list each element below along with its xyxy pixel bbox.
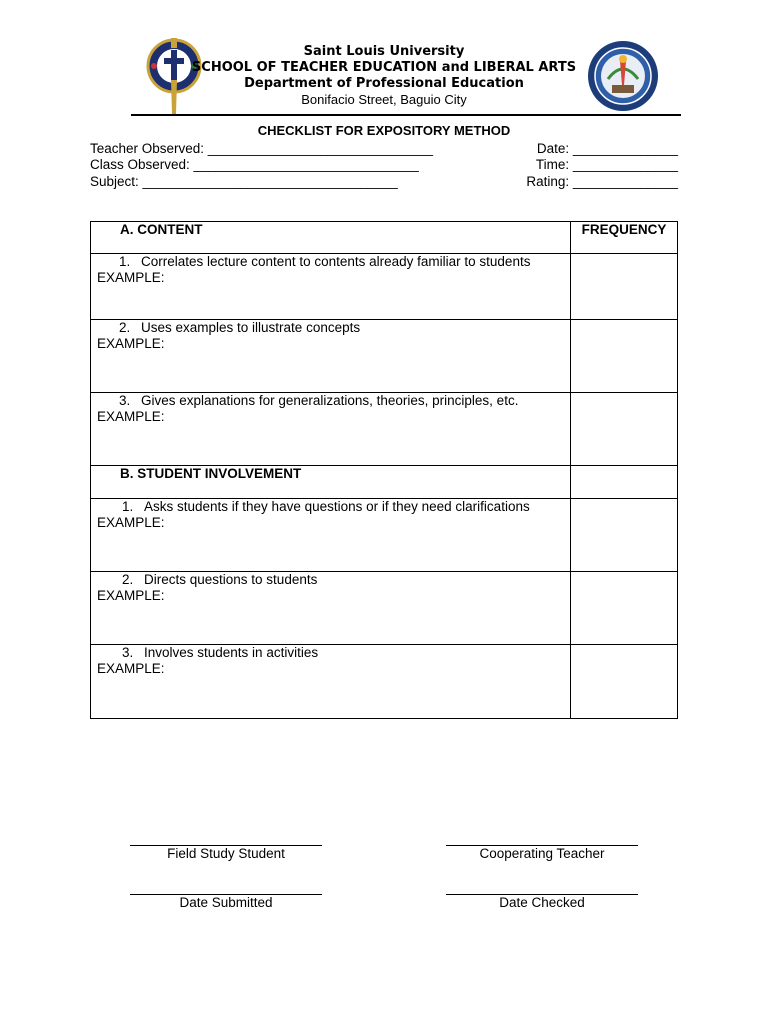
frequency-cell[interactable] xyxy=(571,254,678,320)
time-field: Time: ______________ xyxy=(535,157,678,172)
frequency-cell[interactable] xyxy=(571,645,678,719)
rating-field: Rating: ______________ xyxy=(526,174,678,189)
department-name: Department of Professional Education xyxy=(244,76,524,91)
item-text: Correlates lecture content to contents already familiar to students xyxy=(141,254,531,269)
frequency-cell[interactable] xyxy=(571,499,678,572)
item-text: Gives explanations for generalizations, theories, principles, etc. xyxy=(141,393,519,408)
frequency-cell[interactable] xyxy=(571,466,678,499)
item-number: 3. xyxy=(122,645,134,660)
item-number: 1. xyxy=(119,254,131,269)
date-submitted-label: Date Submitted xyxy=(179,895,273,910)
date-checked-label: Date Checked xyxy=(499,895,585,910)
item-number: 1. xyxy=(122,499,134,514)
frequency-cell[interactable] xyxy=(571,572,678,645)
item-text: Uses examples to illustrate concepts xyxy=(141,320,361,335)
address: Bonifacio Street, Baguio City xyxy=(301,92,467,107)
university-name: Saint Louis University xyxy=(303,44,465,59)
item-number: 3. xyxy=(119,393,131,408)
section-heading: A. CONTENT xyxy=(120,222,203,237)
section-header-row xyxy=(91,466,678,499)
example-label: EXAMPLE: xyxy=(97,661,165,676)
date-field: Date: ______________ xyxy=(536,141,678,156)
section-header-row xyxy=(91,222,678,254)
checklist-table xyxy=(90,221,678,719)
example-label: EXAMPLE: xyxy=(97,336,165,351)
subject-field: Subject: __________________________________ xyxy=(90,174,398,189)
table-row xyxy=(91,393,678,466)
school-name: SCHOOL OF TEACHER EDUCATION and LIBERAL ARTS xyxy=(191,60,577,75)
teacher-observed-field: Teacher Observed: ______________________________ xyxy=(90,141,434,156)
section-heading: B. STUDENT INVOLVEMENT xyxy=(120,466,302,481)
frequency-cell[interactable] xyxy=(571,320,678,393)
example-label: EXAMPLE: xyxy=(97,409,165,424)
example-label: EXAMPLE: xyxy=(97,588,165,603)
table-row xyxy=(91,572,678,645)
item-text: Asks students if they have questions or if they need clarifications xyxy=(144,499,530,514)
frequency-cell[interactable] xyxy=(571,393,678,466)
item-number: 2. xyxy=(122,572,134,587)
item-number: 2. xyxy=(119,320,131,335)
item-text: Involves students in activities xyxy=(144,645,319,660)
example-label: EXAMPLE: xyxy=(97,515,165,530)
item-text: Directs questions to students xyxy=(144,572,318,587)
table-row xyxy=(91,645,678,719)
cooperating-teacher-label: Cooperating Teacher xyxy=(479,846,605,861)
checklist-title: CHECKLIST FOR EXPOSITORY METHOD xyxy=(257,123,511,138)
table-row xyxy=(91,499,678,572)
table-row xyxy=(91,254,678,320)
class-observed-field: Class Observed: ______________________________ xyxy=(90,157,419,172)
table-row xyxy=(91,320,678,393)
field-student-label: Field Study Student xyxy=(167,846,285,861)
frequency-header: FREQUENCY xyxy=(581,222,667,237)
example-label: EXAMPLE: xyxy=(97,270,165,285)
header-divider xyxy=(131,114,681,116)
